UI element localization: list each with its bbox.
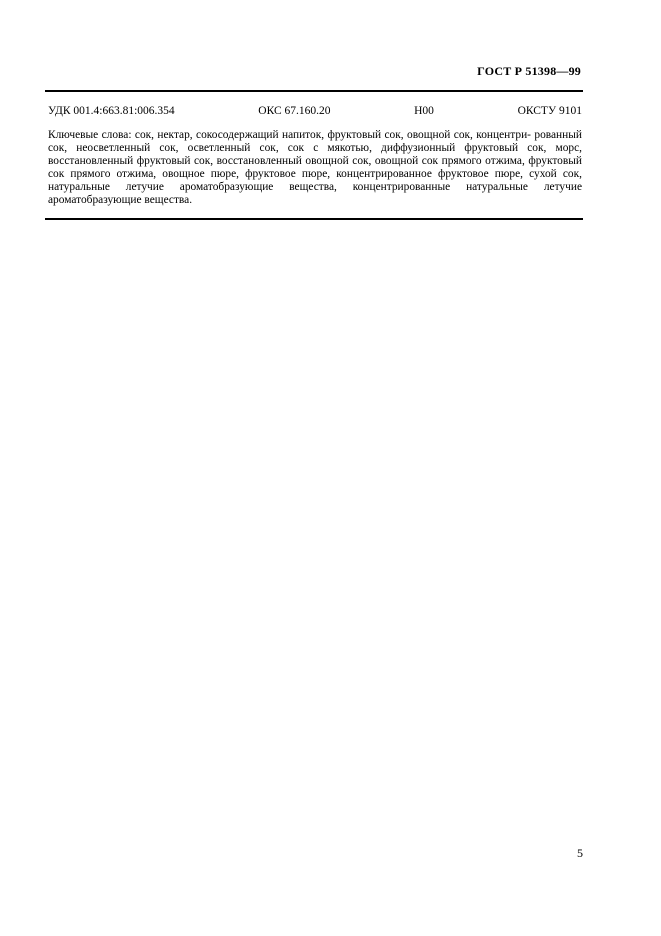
classification-codes-row	[48, 105, 582, 117]
top-divider	[45, 90, 583, 92]
page-header-standard-id: ГОСТ Р 51398—99	[477, 64, 581, 78]
keywords-line: Ключевые слова: сок, нектар, сокосодержащий напиток, фруктовый сок, овощной сок, концентри-	[48, 129, 531, 141]
bottom-divider	[45, 218, 583, 220]
keywords-line: отжима, фруктовый сок прямого отжима, овощное пюре, фруктовое пюре, концентрированное	[48, 155, 582, 180]
keywords-line: натуральные летучие ароматобразующие вещества.	[48, 181, 582, 206]
keywords-paragraph	[48, 129, 582, 207]
page-number: 5	[577, 846, 583, 860]
keywords-line: сок, морс, восстановленный фруктовый сок, восстановленный овощной сок, овощной сок прямого	[48, 142, 583, 167]
udk-code: УДК 001.4:663.81:006.354	[48, 105, 175, 117]
category-code: Н00	[414, 105, 434, 117]
okstu-code: ОКСТУ 9101	[517, 105, 582, 117]
oks-code: ОКС 67.160.20	[258, 105, 331, 117]
keywords-line: фруктовое пюре, сухой сок, натуральные летучие ароматобразующие вещества, концентрированные	[48, 168, 582, 193]
keywords-line: рованный сок, неосветленный сок, осветленный сок, сок с мякотью, диффузионный фруктовый	[48, 129, 582, 154]
